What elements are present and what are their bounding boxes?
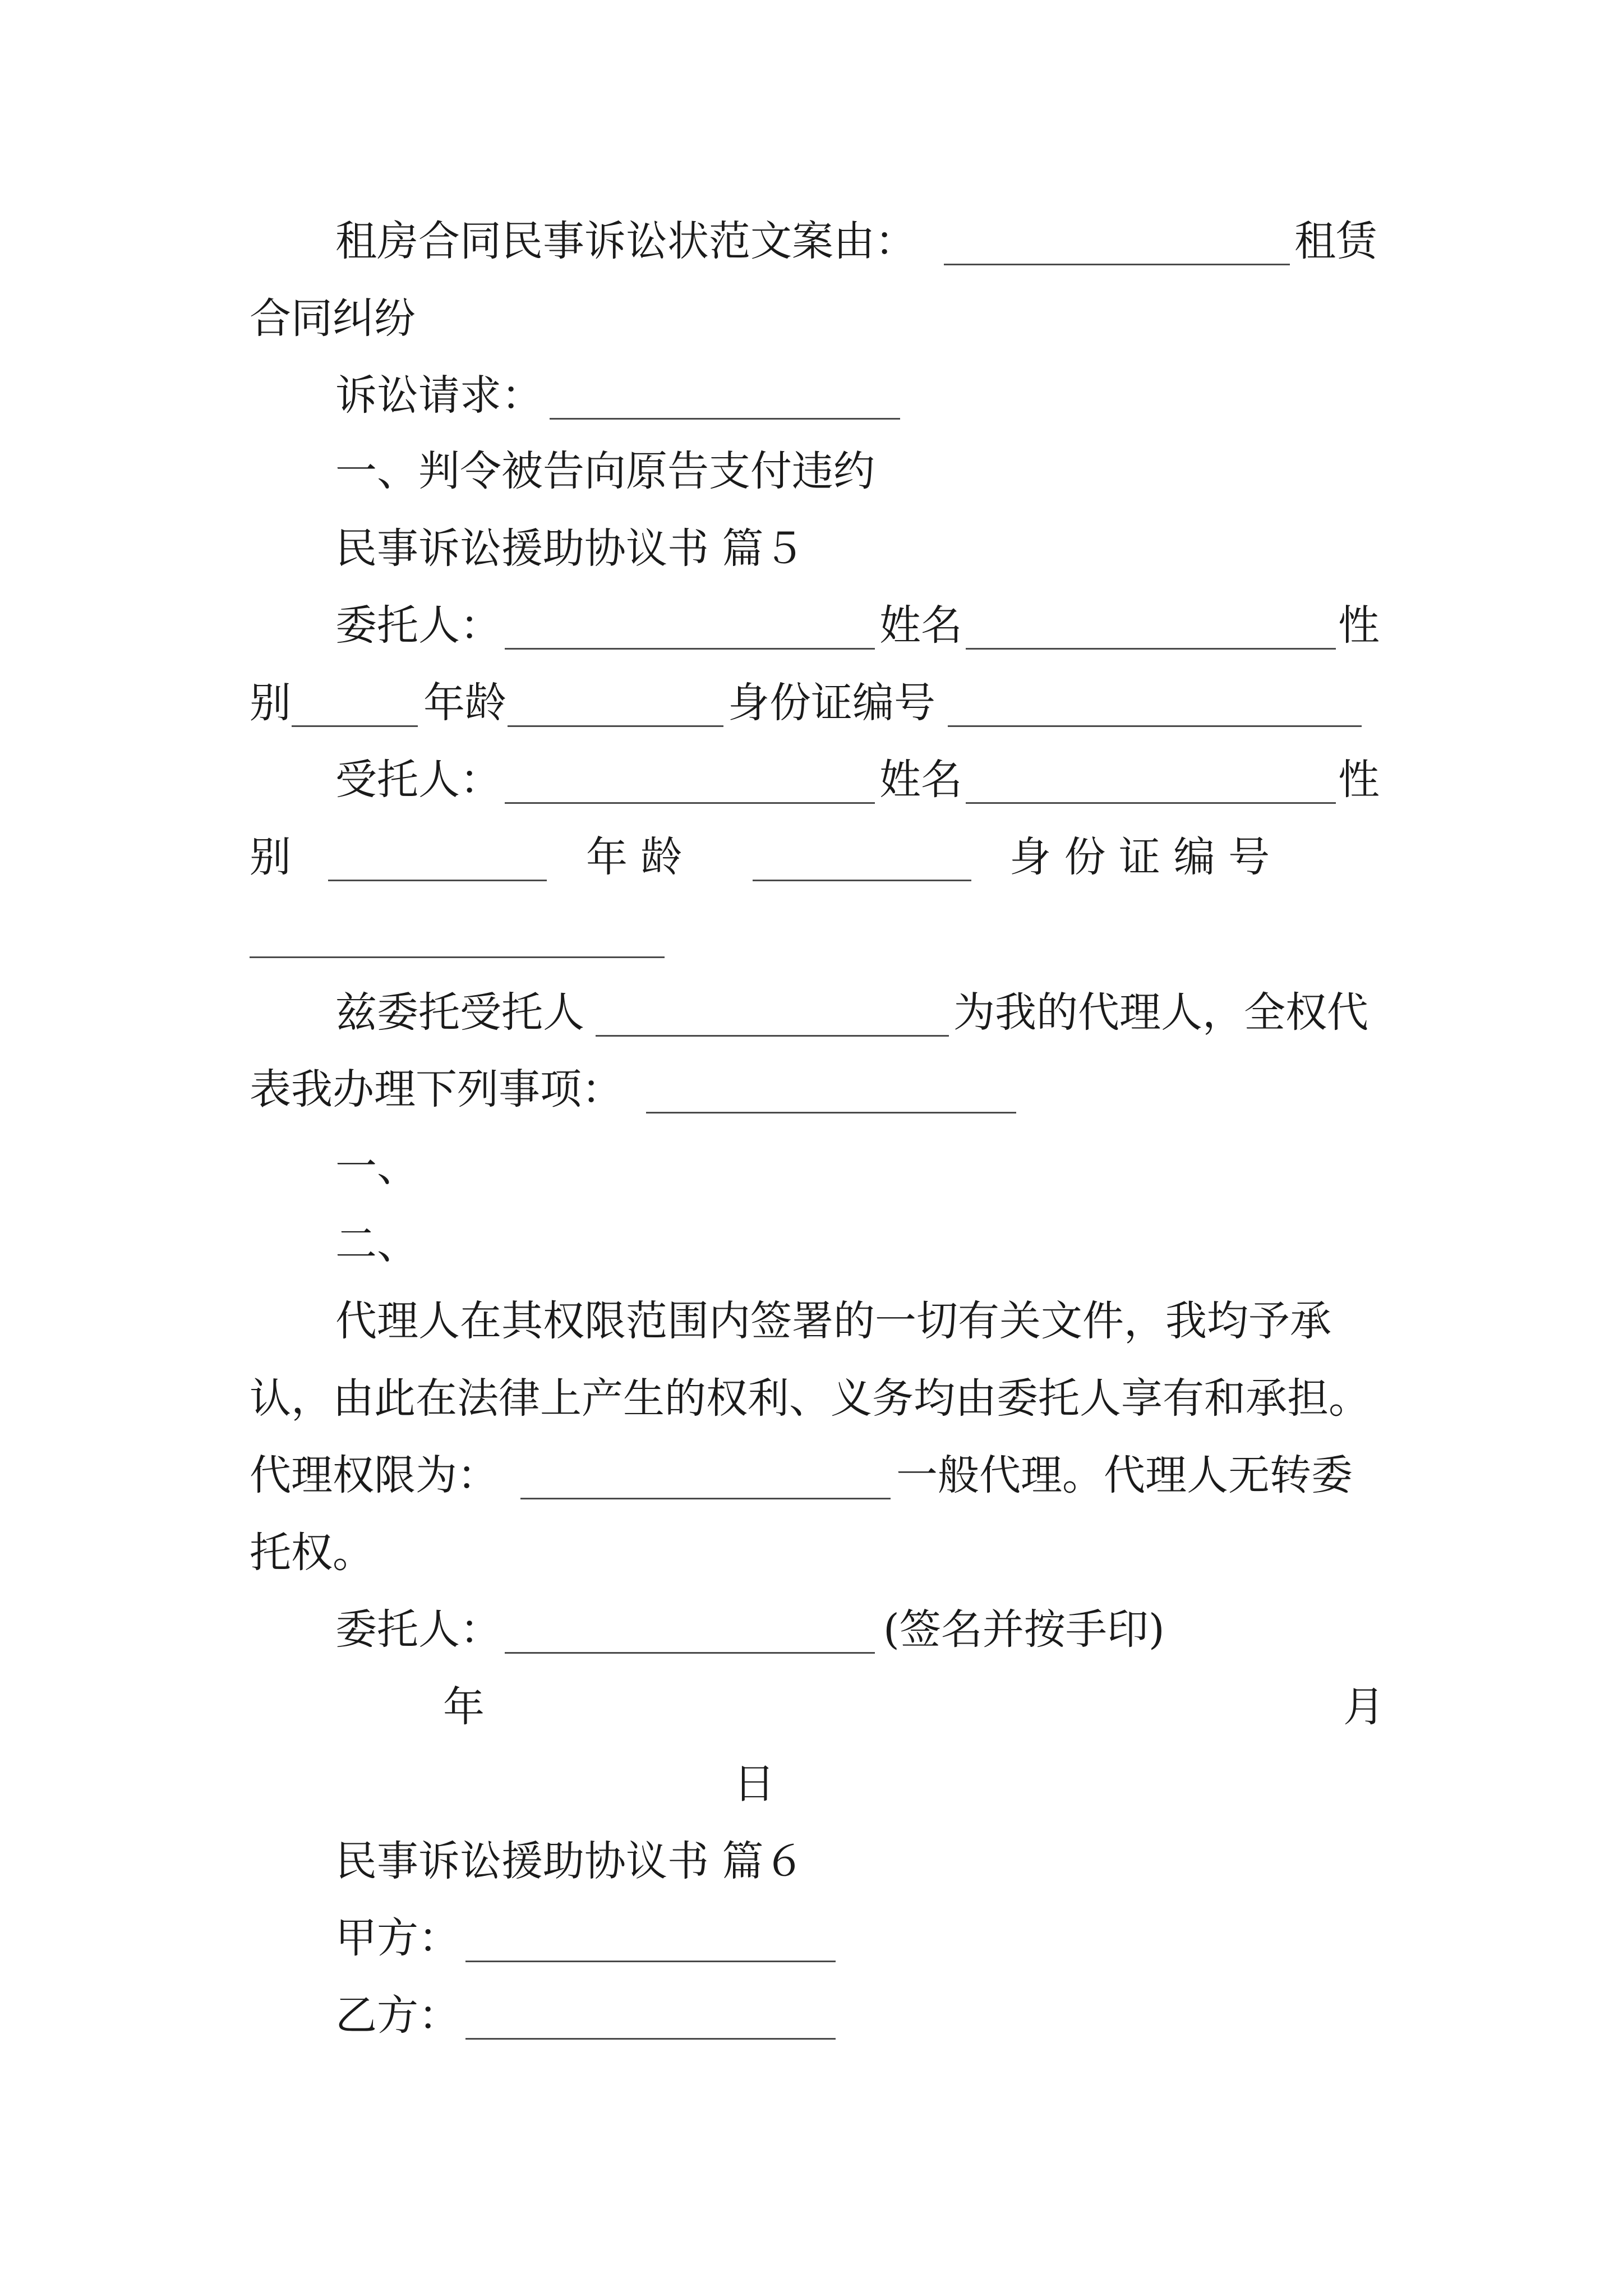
name-label: 姓名 (879, 756, 962, 804)
claims-label: 诉讼请求： (335, 371, 543, 420)
case-cause-label: 租房合同民事诉讼状范文案由： (335, 217, 916, 265)
paragraph-line: 代理人在其权限范围内签署的一切有关文件，我均予承 (335, 1297, 1331, 1345)
authority-scope-continued: 托权。 (250, 1529, 374, 1577)
authorization-continued: 表我办理下列事项： (250, 1065, 623, 1114)
case-cause-value: 租赁 (1294, 217, 1377, 265)
authority-scope-label: 代理权限为： (250, 1451, 499, 1499)
age-label: 年 龄 (586, 833, 683, 881)
blank-underline (505, 1652, 875, 1654)
case-cause-line (0, 208, 1623, 275)
authority-scope-line: 代理权限为： 一般代理。代理人无转委 (0, 1442, 1623, 1509)
month-label: 月 (1343, 1683, 1385, 1731)
principal-label: 委托人： (335, 1605, 501, 1654)
section-heading: 民事诉讼援助协议书 篇６ (335, 1837, 805, 1885)
day-label: 日 (734, 1760, 775, 1808)
gender-label: 别 (250, 679, 291, 727)
party-b-label: 乙方： (335, 1991, 460, 2040)
date-line (0, 1673, 1623, 1741)
case-cause-continued: 合同纠纷 (250, 295, 416, 343)
gender-label: 性 (1338, 601, 1380, 650)
age-label: 年龄 (423, 679, 506, 727)
section-heading: 民事诉讼援助协议书 篇５ (335, 524, 805, 573)
year-label: 年 (443, 1683, 485, 1731)
gender-label: 别 (250, 833, 291, 881)
blank-underline (250, 956, 665, 958)
blank-underline (505, 802, 875, 804)
blank-underline (328, 880, 547, 881)
blank-underline (646, 1112, 1016, 1114)
id-number-label: 身份证编号 (728, 679, 935, 727)
matter-item-1: 一、 (335, 1143, 418, 1191)
blank-underline (596, 1035, 949, 1037)
blank-underline (465, 2038, 836, 2040)
blank-underline (508, 725, 723, 727)
blank-underline (465, 1961, 836, 1962)
blank-underline (966, 648, 1336, 650)
agent-label: 受托人： (335, 756, 501, 804)
signature-note: (签名并按手印) (883, 1605, 1165, 1654)
principal-label: 委托人： (335, 601, 501, 650)
claim-item-1: 一、判令被告向原告支付违约 (335, 447, 875, 495)
blank-underline (753, 880, 971, 881)
id-number-label: 身 份 证 编 号 (1009, 833, 1270, 881)
blank-underline (944, 264, 1290, 265)
blank-underline (948, 725, 1362, 727)
gender-label: 性 (1338, 756, 1380, 804)
blank-underline (520, 1498, 891, 1499)
blank-underline (966, 802, 1336, 804)
principal-details-line (0, 669, 1623, 737)
name-label: 姓名 (879, 601, 962, 650)
paragraph-line: 认，由此在法律上产生的权利、义务均由委托人享有和承担。 (250, 1374, 1370, 1423)
matter-item-2: 二、 (335, 1220, 418, 1268)
blank-underline (505, 648, 875, 650)
blank-underline (550, 418, 900, 420)
day-line (0, 1750, 1623, 1818)
party-a-label: 甲方： (335, 1914, 460, 1962)
authorization-line: 兹委托受托人 为我的代理人，全权代 (335, 988, 1368, 1037)
blank-underline (292, 725, 418, 727)
